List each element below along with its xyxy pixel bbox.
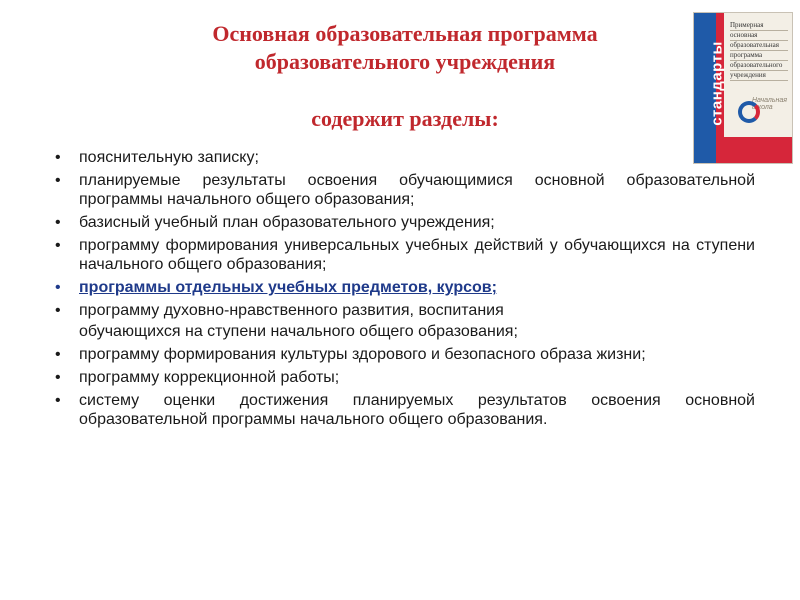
list-item-text: базисный учебный план образовательного учреждения; (79, 214, 495, 231)
list-item (55, 213, 755, 232)
bullet-icon: • (55, 237, 61, 254)
bullet-icon: • (55, 346, 61, 363)
sections-list (55, 148, 755, 433)
bullet-icon: • (55, 369, 61, 386)
list-item-text: программу коррекционной работы; (79, 369, 340, 386)
title-line-2: образовательного учреждения (254, 49, 556, 74)
book-spine-text: стандарты (708, 41, 726, 126)
title-line-1: Основная образовательная программа (212, 21, 598, 46)
page-title (140, 20, 670, 76)
book-cover-image (693, 12, 793, 164)
book-line: Примерная (730, 21, 788, 31)
highlighted-link[interactable]: программы отдельных учебных предметов, курсов; (79, 279, 497, 296)
list-item (55, 391, 755, 429)
list-item (55, 236, 755, 274)
list-item-text: программу формирования культуры здорового и безопасного образа жизни; (79, 346, 646, 363)
book-title-lines (730, 21, 788, 81)
page-subtitle: содержит разделы: (311, 106, 499, 131)
bullet-icon: • (55, 172, 61, 189)
list-item (55, 368, 755, 387)
list-item (55, 171, 755, 209)
list-item-text: программу духовно-нравственного развития, воспитания (79, 302, 504, 319)
book-line: программа (730, 51, 788, 61)
list-item (55, 345, 755, 364)
list-item-text: пояснительную записку; (79, 149, 259, 166)
book-line: основная (730, 31, 788, 41)
list-item-highlighted[interactable] (55, 278, 755, 297)
list-item-continuation: обучающихся на ступени начального общего образования; (79, 323, 518, 340)
book-line: образовательного (730, 61, 788, 71)
list-item (55, 301, 755, 320)
bullet-icon: • (55, 214, 61, 231)
bullet-icon: • (55, 149, 61, 166)
list-item-text: планируемые результаты освоения обучающимися основной образовательной программы начального общего образования; (79, 172, 755, 208)
list-item (55, 148, 755, 167)
bullet-icon: • (55, 392, 61, 409)
bullet-icon: • (55, 279, 61, 296)
list-item-text: программу формирования универсальных учебных действий у обучающихся на ступени начального общего образования; (79, 237, 755, 273)
book-line: образовательная (730, 41, 788, 51)
bullet-icon: • (55, 302, 61, 319)
logo-icon (738, 101, 760, 123)
list-item-text: систему оценки достижения планируемых результатов освоения основной образовательной программы начального общего образования. (79, 392, 755, 428)
book-italic-label: Начальная школа (752, 97, 788, 111)
book-line: учреждения (730, 71, 788, 81)
